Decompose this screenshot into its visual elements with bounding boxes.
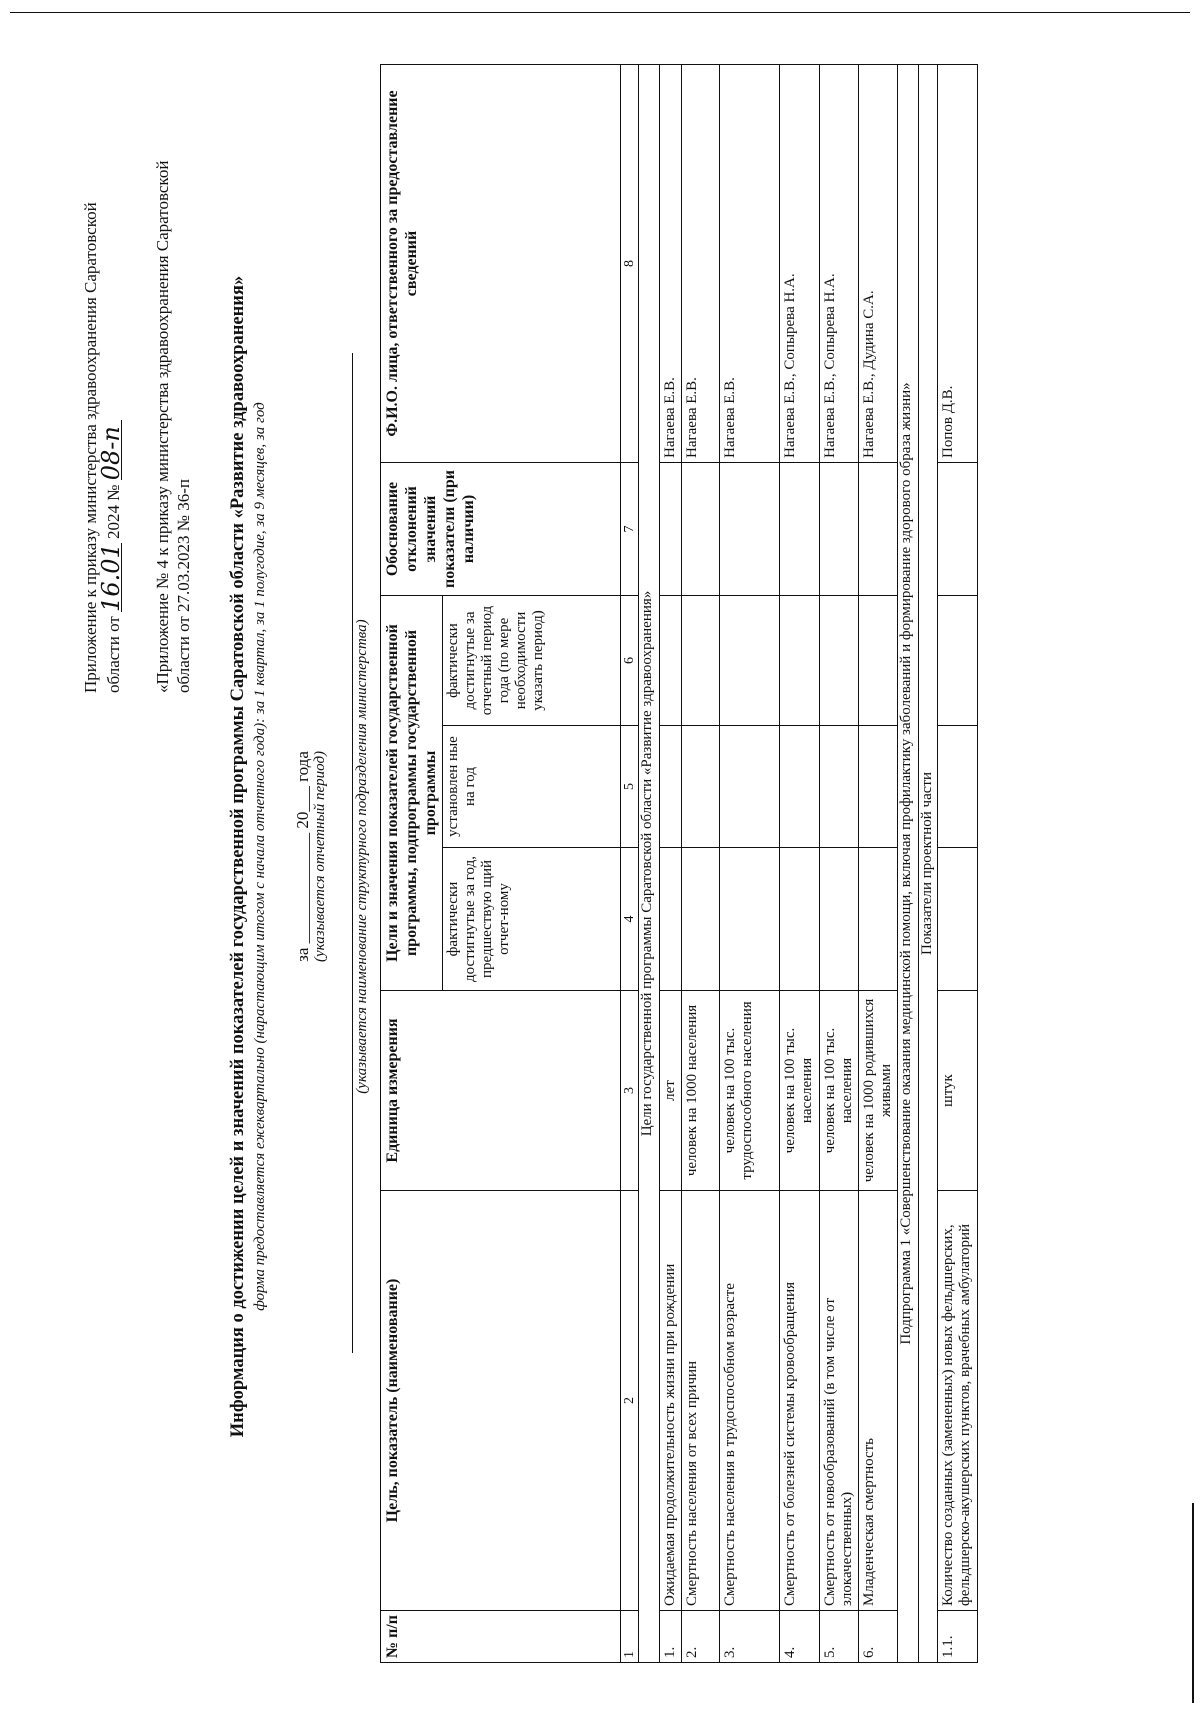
- table-row: [859, 65, 898, 1663]
- row-col7: [720, 463, 780, 596]
- form-note: форма предоставляется ежеквартально (нарастающим итогом с начала отчетного года): за 1 квартал, за 1 полугодие, за 9 месяцев, за год: [252, 402, 268, 1311]
- colnum-1: 1: [621, 1611, 639, 1663]
- colnum-7: 7: [621, 463, 639, 596]
- scan-edge-bottom: [1192, 1503, 1194, 1703]
- row-num: 5.: [820, 1611, 859, 1663]
- row-col7: [780, 463, 820, 596]
- row-col5: [660, 726, 682, 848]
- row-num: 6.: [859, 1611, 898, 1663]
- row-col4: [820, 848, 859, 991]
- appendix-header: [80, 53, 124, 693]
- row-col5: [938, 726, 978, 848]
- section-subprogram-1-label: Подпрограмма 1 «Совершенствование оказания медицинской помощи, включая профилактику заболеваний и формирование здорового образа жизни»: [898, 65, 919, 1663]
- row-col7: [682, 463, 720, 596]
- appendix4-line1: «Приложение № 4 к приказу министерства здравоохранения Саратовской: [153, 160, 172, 693]
- dept-underline: [352, 353, 353, 1353]
- row-num: 1.: [660, 1611, 682, 1663]
- row-name: Смертность от новообразований (в том числе от злокачественных): [820, 1191, 859, 1611]
- document-title: Информация о достижении целей и значений показателей государственной программы Саратовской области «Развитие здравоохранения»: [228, 275, 248, 1438]
- row-col4: [720, 848, 780, 991]
- row-responsible: Нагаева Е.В., Сопырева Н.А.: [820, 65, 859, 463]
- row-responsible: Нагаева Е.В.: [660, 65, 682, 463]
- appendix-line2: области от 16.01 2024 № 08-п: [101, 53, 124, 693]
- col-values-group-header: Цели и значения показателей государственной программы, подпрограммы государственной программы: [381, 596, 443, 991]
- row-col7: [820, 463, 859, 596]
- row-col6: [660, 596, 682, 726]
- row-col6: [859, 596, 898, 726]
- section-program-goals: [639, 65, 660, 1663]
- col6-header: фактически достигнутые за отчетный период года (по мере необходимости указать период): [443, 596, 621, 726]
- row-num: 2.: [682, 1611, 720, 1663]
- row-unit: человек на 100 тыс. населения: [820, 991, 859, 1191]
- row-col4: [682, 848, 720, 991]
- col-responsible-header: Ф.И.О. лица, ответственного за предоставление сведений: [381, 65, 621, 463]
- row-col6: [780, 596, 820, 726]
- row-col6: [720, 596, 780, 726]
- row-col7: [938, 463, 978, 596]
- row-col5: [682, 726, 720, 848]
- appendix4-line2: области от 27.03.2023 № 36-п: [174, 478, 193, 693]
- row-col6: [820, 596, 859, 726]
- colnum-5: 5: [621, 726, 639, 848]
- row-col5: [780, 726, 820, 848]
- col-unit-header: Единица измерения: [381, 991, 621, 1191]
- col5-header: установлен ные на год: [443, 726, 621, 848]
- colnum-4: 4: [621, 848, 639, 991]
- appendix-number-handwritten: 08-п: [101, 420, 122, 480]
- table-row: [938, 65, 978, 1663]
- row-responsible: Нагаева Е.В.: [720, 65, 780, 463]
- colnum-2: 2: [621, 1191, 639, 1611]
- row-col4: [660, 848, 682, 991]
- table-row: [820, 65, 859, 1663]
- row-name: Смертность населения в трудоспособном возрасте: [720, 1191, 780, 1611]
- section-subprogram-1: [898, 65, 919, 1663]
- row-col5: [859, 726, 898, 848]
- row-num: 1.1.: [938, 1611, 978, 1663]
- row-responsible: Нагаева Е.В., Сопырева Н.А.: [780, 65, 820, 463]
- table-row: [660, 65, 682, 1663]
- row-col4: [859, 848, 898, 991]
- scan-edge-right: [10, 12, 1190, 13]
- period-hint: (указывается отчетный период): [312, 750, 328, 963]
- row-name: Младенческая смертность: [859, 1191, 898, 1611]
- dept-hint: (указывается наименование структурного подразделения министерства): [354, 619, 370, 1094]
- row-col7: [660, 463, 682, 596]
- row-col5: [820, 726, 859, 848]
- row-num: 4.: [780, 1611, 820, 1663]
- period-line: за _____________ 20___ года: [293, 751, 312, 962]
- row-name: Ожидаемая продолжительность жизни при рождении: [660, 1191, 682, 1611]
- header-row-1: [381, 65, 443, 1663]
- row-col4: [938, 848, 978, 991]
- table-row: [682, 65, 720, 1663]
- row-col6: [938, 596, 978, 726]
- col-num-header: № п/п: [381, 1611, 621, 1663]
- row-col5: [720, 726, 780, 848]
- col-justification-header: Обоснование отклонений значений показатели (при наличии): [381, 463, 621, 596]
- row-responsible: Попов Д.В.: [938, 65, 978, 463]
- section-project-part: [919, 65, 938, 1663]
- table-row: [720, 65, 780, 1663]
- appendix-date-handwritten: 16.01: [97, 543, 125, 612]
- section-program-goals-label: Цели государственной программы Саратовской области «Развитие здравоохранения»: [639, 65, 660, 1663]
- row-unit: человек на 100 тыс. трудоспособного населения: [720, 991, 780, 1191]
- row-unit: штук: [938, 991, 978, 1191]
- appendix4-header: [152, 33, 194, 693]
- colnum-8: 8: [621, 65, 639, 463]
- col-goal-header: Цель, показатель (наименование): [381, 1191, 621, 1611]
- column-numbers-row: [621, 65, 639, 1663]
- row-responsible: Нагаева Е.В., Дудина С.А.: [859, 65, 898, 463]
- row-col7: [859, 463, 898, 596]
- row-unit: человек на 1000 населения: [682, 991, 720, 1191]
- row-unit: лет: [660, 991, 682, 1191]
- appendix-line1: Приложение к приказу министерства здравоохранения Саратовской: [81, 202, 100, 693]
- row-name: Смертность населения от всех причин: [682, 1191, 720, 1611]
- colnum-6: 6: [621, 596, 639, 726]
- row-name: Количество созданных (замененных) новых фельдшерских, фельдшерско-акушерских пунктов, врачебных амбулаторий: [938, 1191, 978, 1611]
- row-responsible: Нагаева Е.В.: [682, 65, 720, 463]
- table-row: [780, 65, 820, 1663]
- colnum-3: 3: [621, 991, 639, 1191]
- row-unit: человек на 100 тыс. населения: [780, 991, 820, 1191]
- col4-header: фактически достигнутые за год, предшествую щий отчет-ному: [443, 848, 621, 991]
- row-col4: [780, 848, 820, 991]
- row-num: 3.: [720, 1611, 780, 1663]
- section-project-part-label: Показатели проектной части: [919, 65, 938, 1663]
- row-col6: [682, 596, 720, 726]
- indicators-table: [380, 64, 978, 1663]
- row-unit: человек на 1000 родившихся живыми: [859, 991, 898, 1191]
- row-name: Смертность от болезней системы кровообращения: [780, 1191, 820, 1611]
